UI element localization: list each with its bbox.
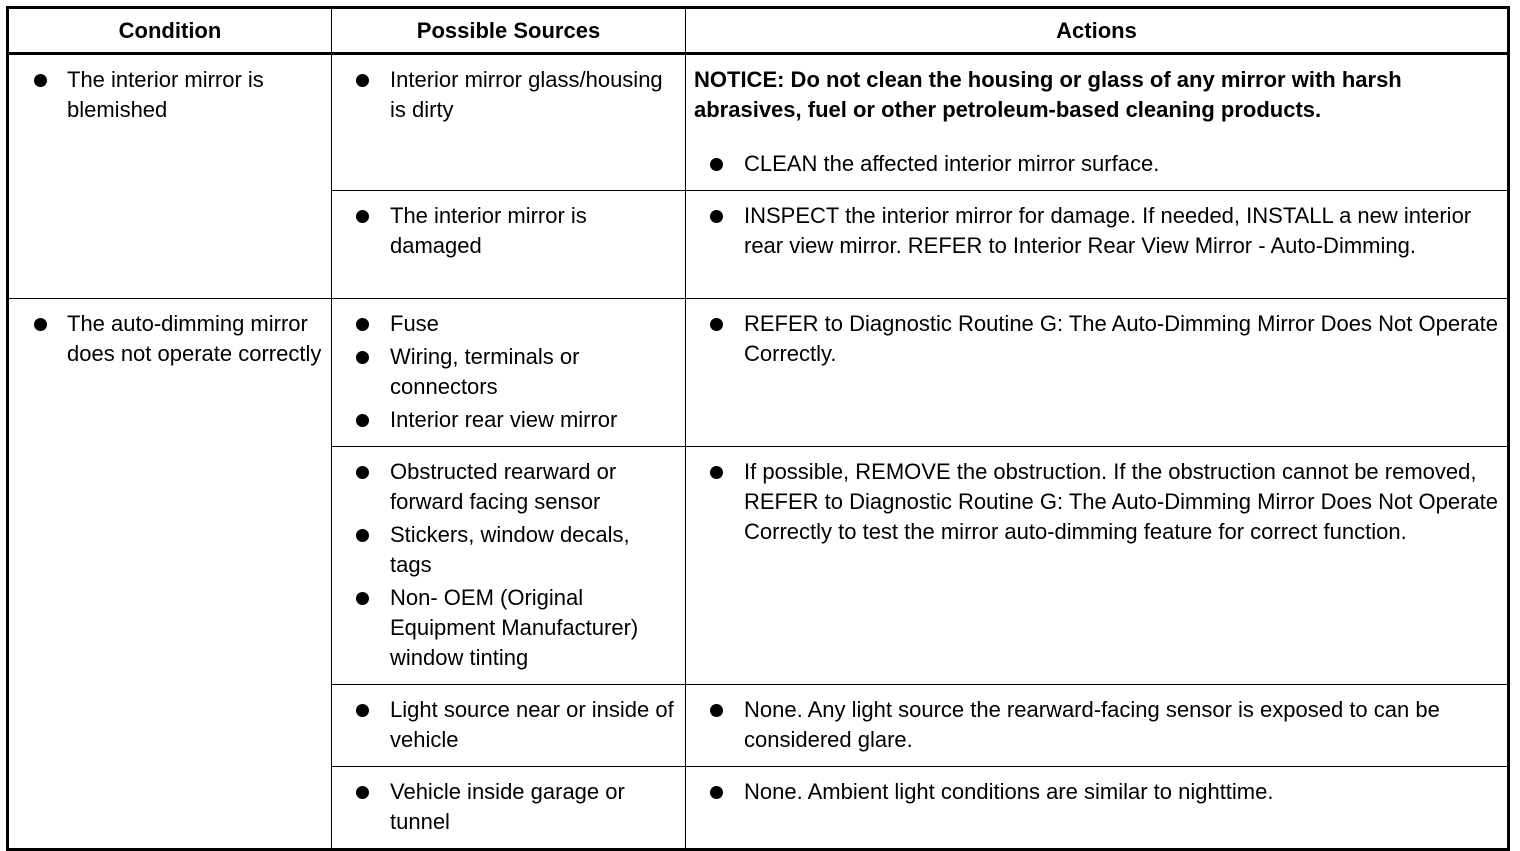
list-item: [340, 309, 677, 339]
header-row: [8, 8, 1509, 54]
bullet-icon: [356, 414, 369, 427]
sources-cell: [332, 447, 686, 685]
bullet-icon: [356, 786, 369, 799]
actions-cell: [686, 767, 1509, 850]
action-text: None. Any light source the rearward-facing sensor is exposed to can be considered glare.: [744, 697, 1440, 752]
list-item: [340, 405, 677, 435]
actions-cell: [686, 191, 1509, 299]
bullet-icon: [710, 210, 723, 223]
list-item: [340, 583, 677, 673]
action-text: REFER to Diagnostic Routine G: The Auto-Dimming Mirror Does Not Operate Correctly.: [744, 311, 1498, 366]
bullet-icon: [710, 318, 723, 331]
bullet-icon: [710, 704, 723, 717]
list-item: [340, 457, 677, 517]
bullet-icon: [356, 592, 369, 605]
source-text: Stickers, window decals, tags: [390, 522, 630, 577]
bullet-icon: [34, 318, 47, 331]
list-item: [17, 309, 323, 369]
sources-cell: [332, 299, 686, 447]
source-text: The interior mirror is damaged: [390, 203, 587, 258]
bullet-icon: [710, 786, 723, 799]
list-item: [340, 65, 677, 125]
bullet-icon: [356, 529, 369, 542]
source-text: Non- OEM (Original Equipment Manufacturer) window tinting: [390, 585, 639, 670]
list-item: [694, 457, 1499, 547]
condition-cell: [8, 54, 332, 299]
sources-cell: [332, 767, 686, 850]
condition-cell: [8, 299, 332, 850]
condition-text: The interior mirror is blemished: [67, 67, 264, 122]
source-text: Fuse: [390, 311, 439, 336]
table-row: [8, 299, 1509, 447]
actions-cell: [686, 54, 1509, 191]
action-text: INSPECT the interior mirror for damage. If needed, INSTALL a new interior rear view mirror. REFER to Interior Rear View Mirror - Auto-Dimming.: [744, 203, 1472, 258]
list-item: [340, 695, 677, 755]
list-item: [17, 65, 323, 125]
header-actions: Actions: [686, 8, 1509, 54]
action-text: None. Ambient light conditions are similar to nighttime.: [744, 779, 1274, 804]
diagnostic-table: [6, 6, 1510, 851]
header-sources: Possible Sources: [332, 8, 686, 54]
action-text: If possible, REMOVE the obstruction. If the obstruction cannot be removed, REFER to Diagnostic Routine G: The Auto-Dimming Mirror Does Not Operate Correctly to test the mirror auto-dimming feature for correct function.: [744, 459, 1498, 544]
source-text: Obstructed rearward or forward facing sensor: [390, 459, 617, 514]
bullet-icon: [356, 318, 369, 331]
list-item: [694, 149, 1499, 179]
condition-text: The auto-dimming mirror does not operate correctly: [67, 311, 322, 366]
header-condition: Condition: [8, 8, 332, 54]
table-row: [8, 54, 1509, 191]
actions-cell: [686, 447, 1509, 685]
list-item: [694, 695, 1499, 755]
bullet-icon: [34, 74, 47, 87]
source-text: Vehicle inside garage or tunnel: [390, 779, 625, 834]
sources-cell: [332, 54, 686, 191]
source-text: Wiring, terminals or connectors: [390, 344, 580, 399]
list-item: [340, 342, 677, 402]
list-item: [694, 309, 1499, 369]
bullet-icon: [356, 74, 369, 87]
list-item: [340, 777, 677, 837]
list-item: [340, 201, 677, 261]
sources-cell: [332, 685, 686, 767]
source-text: Light source near or inside of vehicle: [390, 697, 674, 752]
source-text: Interior mirror glass/housing is dirty: [390, 67, 663, 122]
bullet-icon: [356, 351, 369, 364]
source-text: Interior rear view mirror: [390, 407, 618, 432]
notice-text: NOTICE: Do not clean the housing or glass of any mirror with harsh abrasives, fuel or other petroleum-based cleaning products.: [694, 67, 1402, 122]
actions-cell: [686, 299, 1509, 447]
actions-cell: [686, 685, 1509, 767]
bullet-icon: [710, 158, 723, 171]
bullet-icon: [356, 210, 369, 223]
list-item: [694, 201, 1499, 261]
bullet-icon: [710, 466, 723, 479]
list-item: [694, 777, 1499, 807]
list-item: [340, 520, 677, 580]
action-text: CLEAN the affected interior mirror surface.: [744, 151, 1160, 176]
bullet-icon: [356, 466, 369, 479]
bullet-icon: [356, 704, 369, 717]
sources-cell: [332, 191, 686, 299]
